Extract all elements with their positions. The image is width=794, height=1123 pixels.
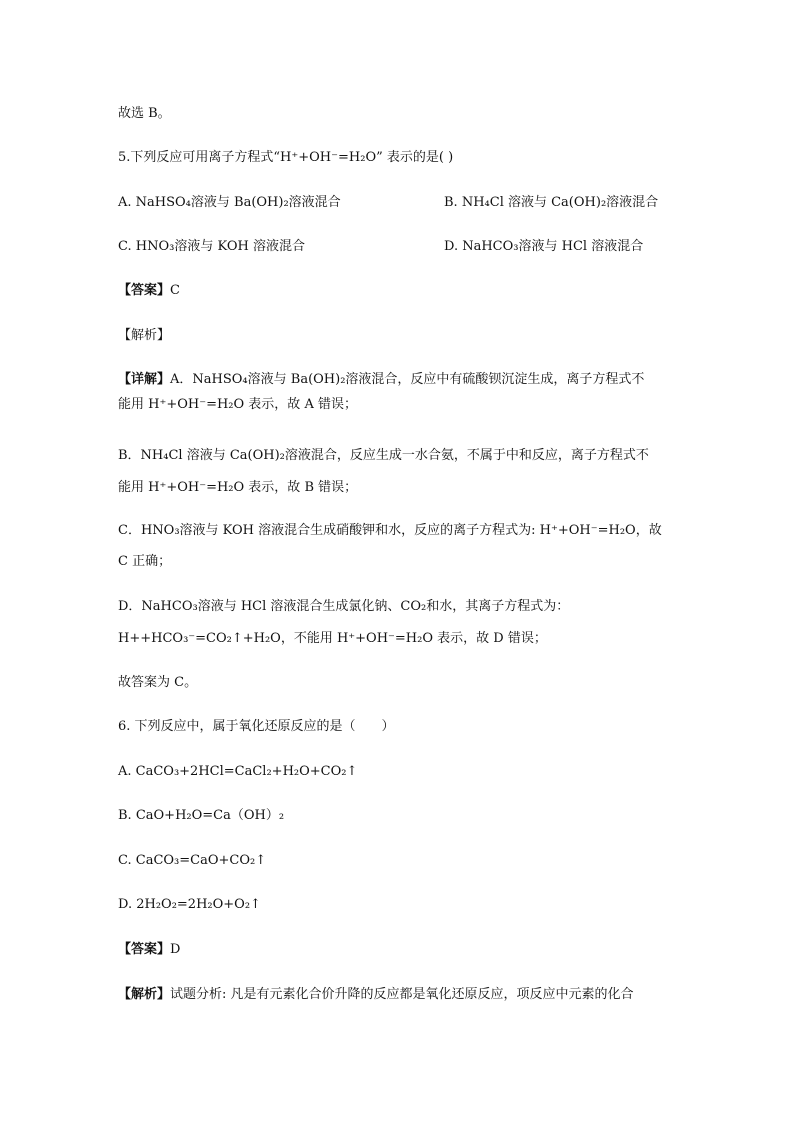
answer-value: C (170, 283, 180, 298)
question-6-option-a: A. CaCO₃+2HCl=CaCl₂+H₂O+CO₂↑ (118, 764, 358, 779)
question-5-detail-d-line1: D．NaHCO₃溶液与 HCl 溶液混合生成氯化钠、CO₂和水，其离子方程式为： (118, 599, 570, 614)
analysis-label: 【解析】 (118, 987, 171, 1002)
question-6-option-c: C. CaCO₃=CaO+CO₂↑ (118, 853, 267, 868)
detail-label: 【详解】 (118, 372, 171, 387)
question-5-detail-a-line2: 能用 H⁺+OH⁻=H₂O 表示，故 A 错误； (118, 397, 357, 412)
question-5-option-d: D. NaHCO₃溶液与 HCl 溶液混合 (444, 239, 644, 254)
question-6-option-b: B. CaO+H₂O=Ca（OH）₂ (118, 808, 285, 823)
question-6-answer (118, 940, 180, 960)
detail-a-text: A．NaHSO₄溶液与 Ba(OH)₂溶液混合，反应中有硫酸钡沉淀生成，离子方程式不 (170, 372, 645, 387)
previous-conclusion: 故选 B。 (118, 106, 171, 121)
question-6-title: 6. 下列反应中，属于氧化还原反应的是（ ） (118, 719, 395, 734)
answer-label: 【答案】 (118, 942, 171, 957)
question-5-option-a: A. NaHSO₄溶液与 Ba(OH)₂溶液混合 (118, 195, 341, 210)
question-5-option-b: B. NH₄Cl 溶液与 Ca(OH)₂溶液混合 (444, 195, 659, 210)
question-5-answer (118, 281, 180, 301)
question-6-option-d: D. 2H₂O₂=2H₂O+O₂↑ (118, 897, 261, 912)
question-5-detail-d-line2: H++HCO₃⁻=CO₂↑+H₂O，不能用 H⁺+OH⁻=H₂O 表示，故 D 错误； (118, 631, 547, 646)
answer-value: D (170, 942, 181, 957)
question-5-detail-c-line2: C 正确； (118, 554, 172, 569)
answer-label: 【答案】 (118, 283, 171, 298)
question-5-detail-b-line1: B．NH₄Cl 溶液与 Ca(OH)₂溶液混合，反应生成一水合氨，不属于中和反应，离子方程式不 (118, 448, 649, 463)
question-5-conclusion: 故答案为 C。 (118, 675, 198, 690)
analysis-text: 试题分析: 凡是有元素化合价升降的反应都是氧化还原反应，项反应中元素的化合 (170, 987, 634, 1002)
question-5-detail-a-line1 (118, 370, 644, 390)
question-5-title: 5.下列反应可用离子方程式“H⁺+OH⁻=H₂O” 表示的是( ) (118, 150, 454, 165)
question-5-analysis-label: 【解析】 (118, 328, 171, 343)
question-5-detail-b-line2: 能用 H⁺+OH⁻=H₂O 表示，故 B 错误； (118, 480, 358, 495)
question-5-detail-c-line1: C．HNO₃溶液与 KOH 溶液混合生成硝酸钾和水，反应的离子方程式为: H⁺+OH⁻=H₂O，故 (118, 523, 662, 538)
question-5-option-c: C. HNO₃溶液与 KOH 溶液混合 (118, 239, 305, 254)
question-6-analysis (118, 985, 634, 1005)
